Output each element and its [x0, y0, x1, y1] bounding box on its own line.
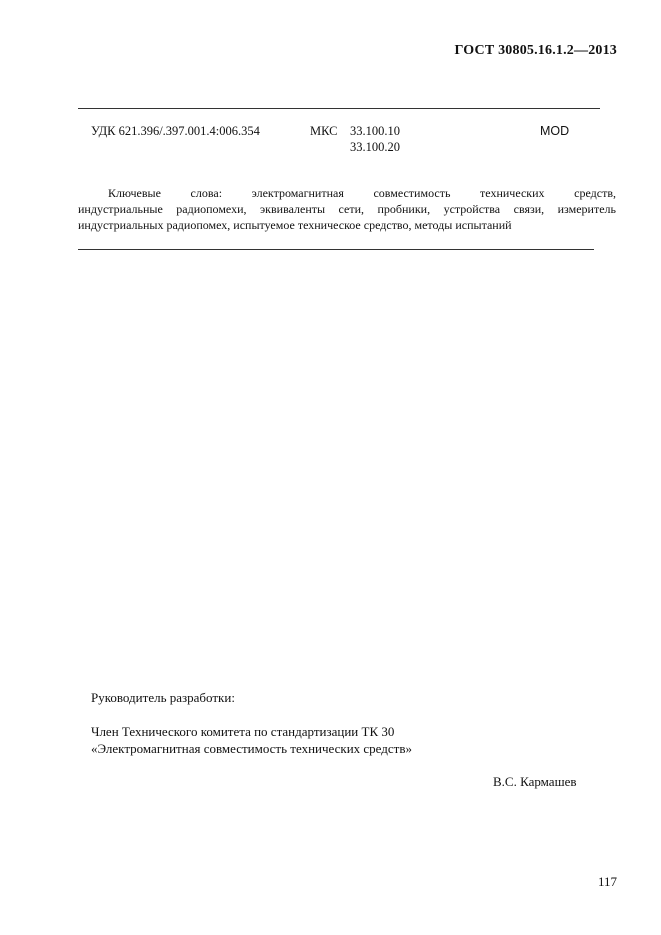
committee-line: Член Технического комитета по стандартизации ТК 30	[91, 724, 395, 739]
mks-code: 33.100.10	[350, 124, 400, 138]
mks-label: МКС	[310, 124, 338, 138]
committee-name: «Электромагнитная совместимость технических средств»	[91, 741, 412, 756]
standard-code: ГОСТ 30805.16.1.2—2013	[454, 43, 617, 58]
udk-code: УДК 621.396/.397.001.4:006.354	[91, 124, 260, 138]
keywords-paragraph	[78, 185, 616, 233]
keywords-line: индустриальные радиопомехи, эквиваленты сети, пробники, устройства связи, измеритель	[78, 202, 616, 216]
mod-marker: MOD	[540, 124, 570, 138]
mks-code: 33.100.20	[350, 140, 400, 154]
keywords-line: Ключевые слова: электромагнитная совместимость технических средств,	[108, 186, 616, 200]
top-divider	[78, 108, 600, 109]
keywords-line: индустриальных радиопомех, испытуемое техническое средство, методы испытаний	[78, 218, 512, 232]
developer-heading: Руководитель разработки:	[91, 690, 235, 705]
signatory-name: В.С. Кармашев	[493, 774, 577, 789]
page-number: 117	[597, 874, 617, 889]
bottom-divider	[78, 249, 594, 250]
